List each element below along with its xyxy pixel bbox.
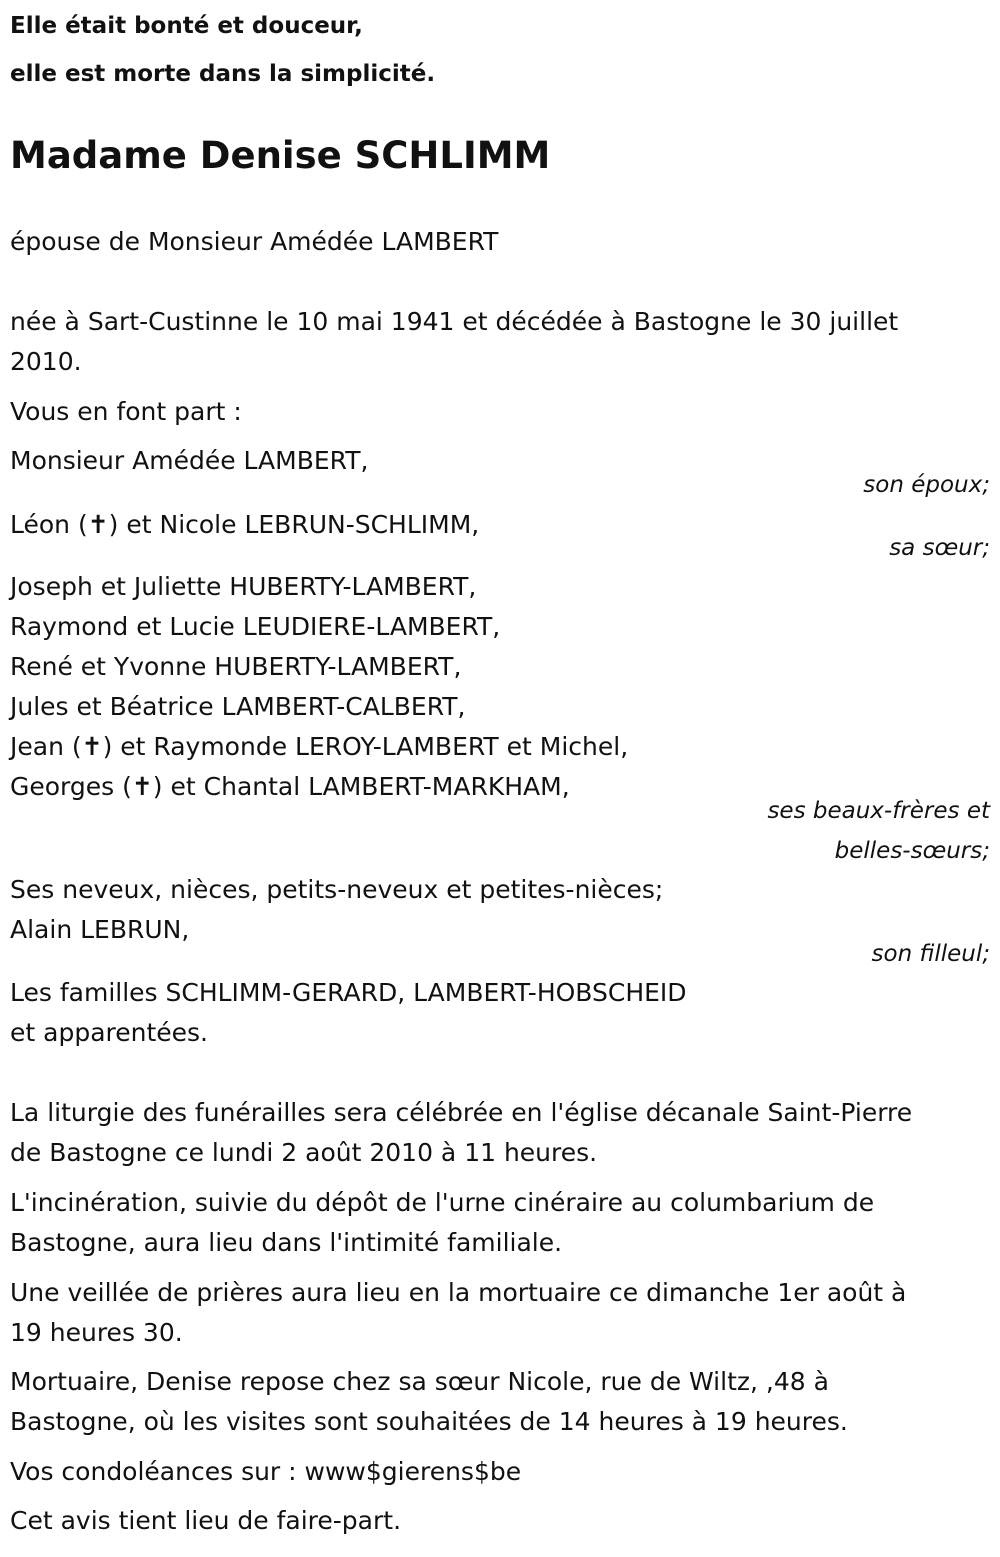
- family-inlaw-6: Georges (✝) et Chantal LAMBERT-MARKHAM,: [10, 772, 570, 801]
- families-line-2: et apparentées.: [10, 1018, 208, 1047]
- epigraph-line-1: Elle était bonté et douceur,: [10, 13, 363, 39]
- deceased-name: Madame Denise SCHLIMM: [10, 134, 551, 177]
- birth-death-line-1: née à Sart-Custinne le 10 mai 1941 et décédée à Bastogne le 30 juillet: [10, 307, 899, 336]
- relation-inlaws-line-1: ses beaux-frères et: [767, 798, 990, 824]
- cremation-line-2: Bastogne, aura lieu dans l'intimité familiale.: [10, 1228, 563, 1257]
- family-inlaw-5: Jean (✝) et Raymonde LEROY-LAMBERT et Michel,: [10, 732, 629, 761]
- closing-line: Cet avis tient lieu de faire-part.: [10, 1506, 402, 1535]
- mortuary-line-2: Bastogne, où les visites sont souhaitées de 14 heures à 19 heures.: [10, 1407, 848, 1436]
- spouse-line: épouse de Monsieur Amédée LAMBERT: [10, 227, 499, 256]
- family-nephews: Ses neveux, nièces, petits-neveux et petites-nièces;: [10, 875, 664, 904]
- family-inlaw-3: René et Yvonne HUBERTY-LAMBERT,: [10, 652, 462, 681]
- liturgy-line-1: La liturgie des funérailles sera célébrée en l'église décanale Saint-Pierre: [10, 1098, 913, 1127]
- family-sister: Léon (✝) et Nicole LEBRUN-SCHLIMM,: [10, 510, 480, 539]
- relation-sister: sa sœur;: [889, 535, 990, 561]
- relation-husband: son époux;: [863, 472, 990, 498]
- families-line-1: Les familles SCHLIMM-GERARD, LAMBERT-HOBSCHEID: [10, 978, 687, 1007]
- liturgy-line-2: de Bastogne ce lundi 2 août 2010 à 11 heures.: [10, 1138, 598, 1167]
- relation-inlaws-line-2: belles-sœurs;: [834, 838, 990, 864]
- cremation-line-1: L'incinération, suivie du dépôt de l'urne cinéraire au columbarium de: [10, 1188, 875, 1217]
- birth-death-line-2: 2010.: [10, 347, 82, 376]
- family-inlaw-1: Joseph et Juliette HUBERTY-LAMBERT,: [10, 572, 477, 601]
- vigil-line-1: Une veillée de prières aura lieu en la mortuaire ce dimanche 1er août à: [10, 1278, 907, 1307]
- family-godson: Alain LEBRUN,: [10, 915, 190, 944]
- family-husband: Monsieur Amédée LAMBERT,: [10, 446, 369, 475]
- mortuary-line-1: Mortuaire, Denise repose chez sa sœur Nicole, rue de Wiltz, ,48 à: [10, 1367, 829, 1396]
- family-inlaw-2: Raymond et Lucie LEUDIERE-LAMBERT,: [10, 612, 501, 641]
- vigil-line-2: 19 heures 30.: [10, 1318, 183, 1347]
- epigraph-line-2: elle est morte dans la simplicité.: [10, 61, 436, 87]
- family-inlaw-4: Jules et Béatrice LAMBERT-CALBERT,: [10, 692, 466, 721]
- announce-line: Vous en font part :: [10, 397, 242, 426]
- condolences-line: Vos condoléances sur : www$gierens$be: [10, 1457, 522, 1486]
- relation-godson: son filleul;: [871, 941, 990, 967]
